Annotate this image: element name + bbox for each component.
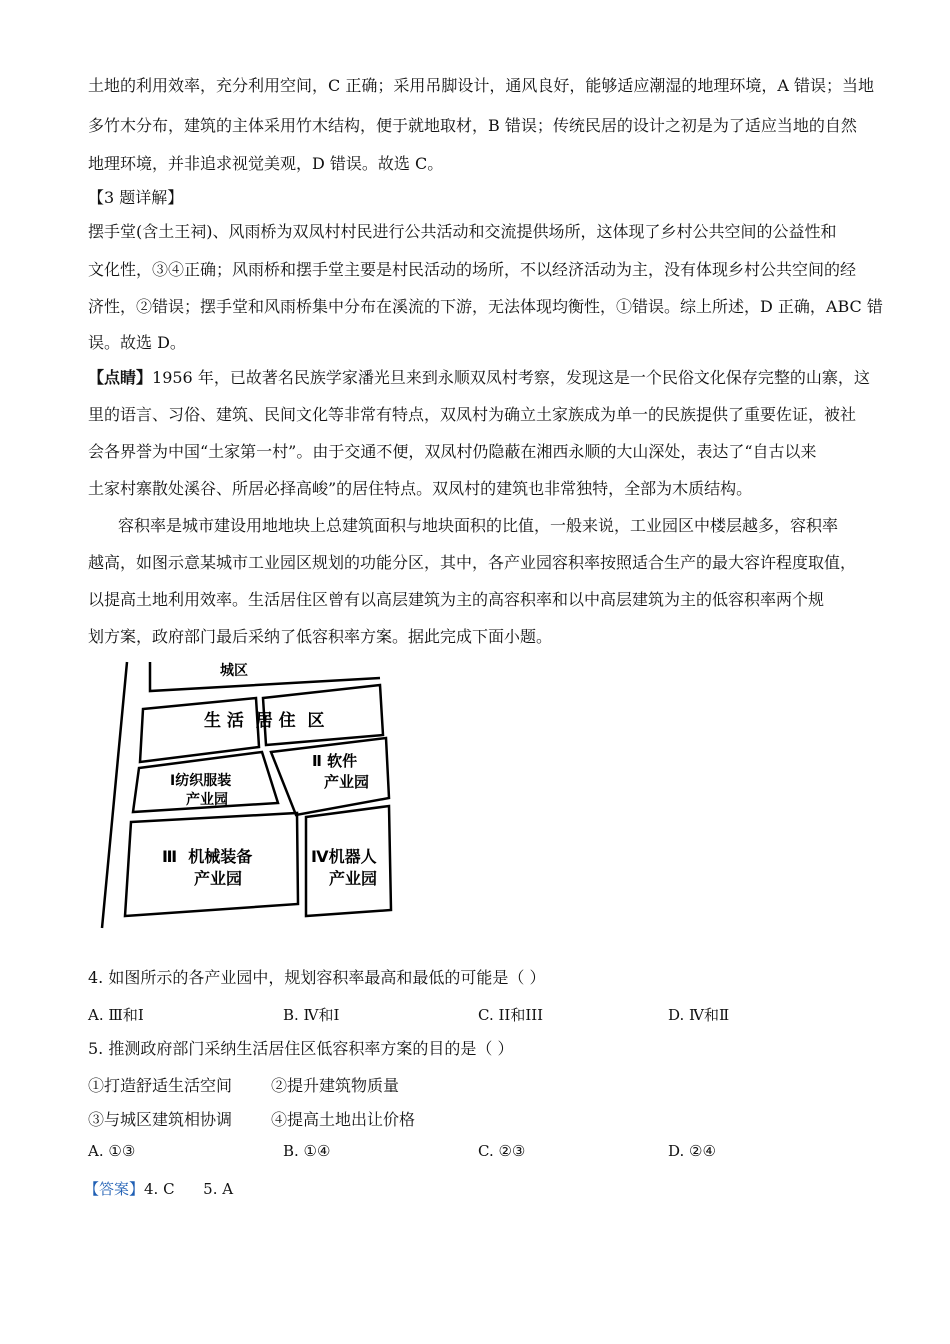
answer-text: 4. C 5. A [144, 1180, 234, 1198]
zone-3-label-2: 产业园 [194, 869, 243, 888]
text-line: 土地的利用效率，充分利用空间，C 正确；采用吊脚设计，通风良好，能够适应潮湿的地理环境，A 错误；当地 [88, 76, 874, 95]
text-line: 多竹木分布，建筑的主体采用竹木结构，便于就地取材，B 错误；传统民居的设计之初是为了适应当地的自然 [88, 116, 857, 135]
question-5-stem: 5. 推测政府部门采纳生活居住区低容积率方案的目的是（ ） [88, 1039, 514, 1058]
zone-2-label: Ⅱ 软件 [312, 752, 358, 770]
text-line: 会各界誉为中国“土家第一村”。由于交通不便，双凤村仍隐蔽在湘西永顺的大山深处，表达了“自古以来 [88, 442, 817, 461]
text-line: 越高，如图示意某城市工业园区规划的功能分区，其中，各产业园容积率按照适合生产的最大容许程度取值， [88, 553, 857, 572]
q5-option-c: C. ②③ [478, 1142, 526, 1160]
city-boundary-road [150, 662, 380, 691]
text-line: 划方案，政府部门最后采纳了低容积率方案。据此完成下面小题。 [88, 627, 553, 646]
section-heading: 【3 题详解】 [88, 188, 184, 207]
q5-option-d: D. ②④ [668, 1142, 716, 1160]
text-line: 文化性，③④正确；风雨桥和摆手堂主要是村民活动的场所，不以经济活动为主，没有体现乡村公共空间的经 [88, 260, 857, 279]
q5-option-b: B. ①④ [283, 1142, 331, 1160]
text-line: 以提高土地利用效率。生活居住区曾有以高层建筑为主的高容积率和以中高层建筑为主的低容积率两个规 [88, 590, 825, 609]
city-label: 城区 [220, 663, 248, 679]
text-line: 误。故选 D。 [88, 333, 186, 352]
q5-item-4: ④提高土地出让价格 [271, 1110, 416, 1129]
dianjing-text: 1956 年，已故著名民族学家潘光旦来到永顺双凤村考察，发现这是一个民俗文化保存完整的山寨，这 [152, 368, 870, 387]
question-4-stem: 4. 如图所示的各产业园中，规划容积率最高和最低的可能是（ ） [88, 968, 546, 987]
zone-4-label-2: 产业园 [329, 869, 378, 888]
q5-item-1: ①打造舒适生活空间 [88, 1076, 233, 1095]
text-line: 济性，②错误；摆手堂和风雨桥集中分布在溪流的下游，无法体现均衡性，①错误。综上所述，D 正确，ABC 错 [88, 297, 883, 316]
q5-item-2: ②提升建筑物质量 [271, 1076, 400, 1095]
text-line: 土家村寨散处溪谷、所居必择高峻”的居住特点。双凤村的建筑也非常独特，全部为木质结构。 [88, 479, 753, 498]
q4-option-a: A. Ⅲ和Ⅰ [88, 1006, 144, 1024]
q5-item-3: ③与城区建筑相协调 [88, 1110, 233, 1129]
zone-4-label: Ⅳ机器人 [311, 847, 377, 866]
text-line: 容积率是城市建设用地地块上总建筑面积与地块面积的比值，一般来说，工业园区中楼层越多，容积率 [118, 516, 839, 535]
text-line: 地理环境，并非追求视觉美观，D 错误。故选 C。 [88, 154, 444, 173]
q4-option-c: C. II和III [478, 1006, 544, 1024]
zone-3-label: Ⅲ 机械装备 [162, 847, 253, 866]
dianjing-tag: 【点睛】 [88, 368, 153, 387]
text-line: 里的语言、习俗、建筑、民间文化等非常有特点，双凤村为确立土家族成为单一的民族提供了重要佐证，被社 [88, 405, 857, 424]
q5-option-a: A. ①③ [88, 1142, 136, 1160]
city-boundary-left [102, 662, 127, 928]
zone-1-label-2: 产业园 [186, 792, 228, 808]
zone-1-label: Ⅰ纺织服装 [170, 773, 232, 789]
zone-2-label-2: 产业园 [324, 773, 370, 791]
answer-line [84, 1178, 233, 1199]
q4-option-b: B. Ⅳ和Ⅰ [283, 1006, 340, 1024]
q4-option-d: D. Ⅳ和Ⅱ [668, 1006, 730, 1024]
living-zone-label: 生 活 居 住 区 [204, 711, 325, 731]
answer-tag: 【答案】 [84, 1180, 145, 1198]
text-line: 摆手堂(含土王祠)、风雨桥为双凤村村民进行公共活动和交流提供场所，这体现了乡村公共空间的公益性和 [88, 222, 837, 241]
